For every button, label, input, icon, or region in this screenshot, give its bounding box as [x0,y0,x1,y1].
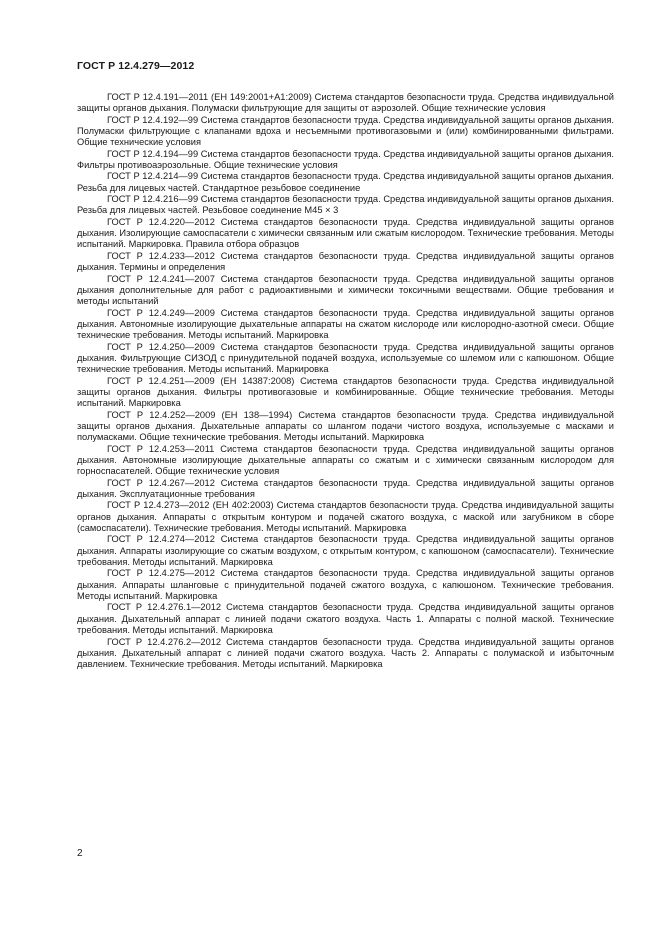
reference-item: ГОСТ Р 12.4.233—2012 Система стандартов безопасности труда. Средства индивидуальной защиты органов дыхания. Термины и определения [77,250,614,273]
reference-item: ГОСТ Р 12.4.241—2007 Система стандартов безопасности труда. Средства индивидуальной защиты органов дыхания дополнительные для работ с радиоактивными и химически токсичными веществами. Общие требования и методы испытаний [77,273,614,307]
reference-item: ГОСТ Р 12.4.274—2012 Система стандартов безопасности труда. Средства индивидуальной защиты органов дыхания. Аппараты изолирующие со сжатым воздухом, с открытым контуром, с капюшоном (самоспасатели). Технические требования. Методы испытаний. Маркировка [77,534,614,568]
document-header: ГОСТ Р 12.4.279—2012 [77,60,195,72]
reference-item: ГОСТ Р 12.4.253—2011 Система стандартов безопасности труда. Средства индивидуальной защиты органов дыхания. Автономные изолирующие дыхательные аппараты со сжатым и с химически связанным кислородом для горноспасателей. Общие технические условия [77,443,614,477]
reference-item: ГОСТ Р 12.4.267—2012 Система стандартов безопасности труда. Средства индивидуальной защиты органов дыхания. Эксплуатационные требования [77,477,614,500]
reference-item: ГОСТ Р 12.4.273—2012 (ЕН 402:2003) Система стандартов безопасности труда. Средства индивидуальной защиты органов дыхания. Аппараты с открытым контуром и подачей сжатого воздуха, с маской или загубником в сборе (самоспасатели). Технические требования. Методы испытаний. Маркировка [77,500,614,534]
reference-list [77,92,614,671]
reference-item: ГОСТ Р 12.4.249—2009 Система стандартов безопасности труда. Средства индивидуальной защиты органов дыхания. Автономные изолирующие дыхательные аппараты на сжатом кислороде или кислородно-азотной смеси. Общие технические требования. Методы испытаний. Маркировка [77,307,614,341]
reference-item: ГОСТ Р 12.4.252—2009 (ЕН 138—1994) Система стандартов безопасности труда. Средства индивидуальной защиты органов дыхания. Дыхательные аппараты со шлангом подачи чистого воздуха, используемые с масками и полумасками. Общие технические требования. Методы испытаний. Маркировка [77,409,614,443]
reference-item: ГОСТ Р 12.4.251—2009 (ЕН 14387:2008) Система стандартов безопасности труда. Средства индивидуальной защиты органов дыхания. Фильтры противогазовые и комбинированные. Общие технические требования. Методы испытаний. Маркировка [77,375,614,409]
reference-item: ГОСТ Р 12.4.220—2012 Система стандартов безопасности труда. Средства индивидуальной защиты органов дыхания. Изолирующие самоспасатели с химически связанным или сжатым кислородом. Технические требования. Методы испытаний. Маркировка. Правила отбора образцов [77,216,614,250]
reference-item: ГОСТ Р 12.4.275—2012 Система стандартов безопасности труда. Средства индивидуальной защиты органов дыхания. Аппараты шланговые с принудительной подачей сжатого воздуха, с капюшоном. Технические требования. Методы испытаний. Маркировка [77,568,614,602]
reference-item: ГОСТ Р 12.4.191—2011 (ЕН 149:2001+А1:2009) Система стандартов безопасности труда. Средства индивидуальной защиты органов дыхания. Полумаски фильтрующие для защиты от аэрозолей. Общие технические условия [77,92,614,114]
reference-item: ГОСТ Р 12.4.192—99 Система стандартов безопасности труда. Средства индивидуальной защиты органов дыхания. Полумаски фильтрующие с клапанами вдоха и несъемными противогазовыми и (или) комбинированными фильтрами. Общие технические условия [77,114,614,148]
reference-item: ГОСТ Р 12.4.194—99 Система стандартов безопасности труда. Средства индивидуальной защиты органов дыхания. Фильтры противоаэрозольные. Общие технические условия [77,148,614,171]
reference-item: ГОСТ Р 12.4.276.2—2012 Система стандартов безопасности труда. Средства индивидуальной защиты органов дыхания. Дыхательный аппарат с линией подачи сжатого воздуха. Часть 2. Аппараты с полумаской и избыточным давлением. Технические требования. Методы испытаний. Маркировка [77,636,614,670]
reference-item: ГОСТ Р 12.4.250—2009 Система стандартов безопасности труда. Средства индивидуальной защиты органов дыхания. Фильтрующие СИЗОД с принудительной подачей воздуха, используемые со шлемом или с капюшоном. Общие технические требования. Методы испытаний. Маркировка [77,341,614,375]
page-number: 2 [77,848,83,859]
reference-item: ГОСТ Р 12.4.276.1—2012 Система стандартов безопасности труда. Средства индивидуальной защиты органов дыхания. Дыхательный аппарат с линией подачи сжатого воздуха. Часть 1. Аппараты с полной маской. Технические требования. Методы испытаний. Маркировка [77,602,614,636]
reference-item: ГОСТ Р 12.4.214—99 Система стандартов безопасности труда. Средства индивидуальной защиты органов дыхания. Резьба для лицевых частей. Стандартное резьбовое соединение [77,171,614,193]
reference-item: ГОСТ Р 12.4.216—99 Система стандартов безопасности труда. Средства индивидуальной защиты органов дыхания. Резьба для лицевых частей. Резьбовое соединение М45 × 3 [77,194,614,216]
